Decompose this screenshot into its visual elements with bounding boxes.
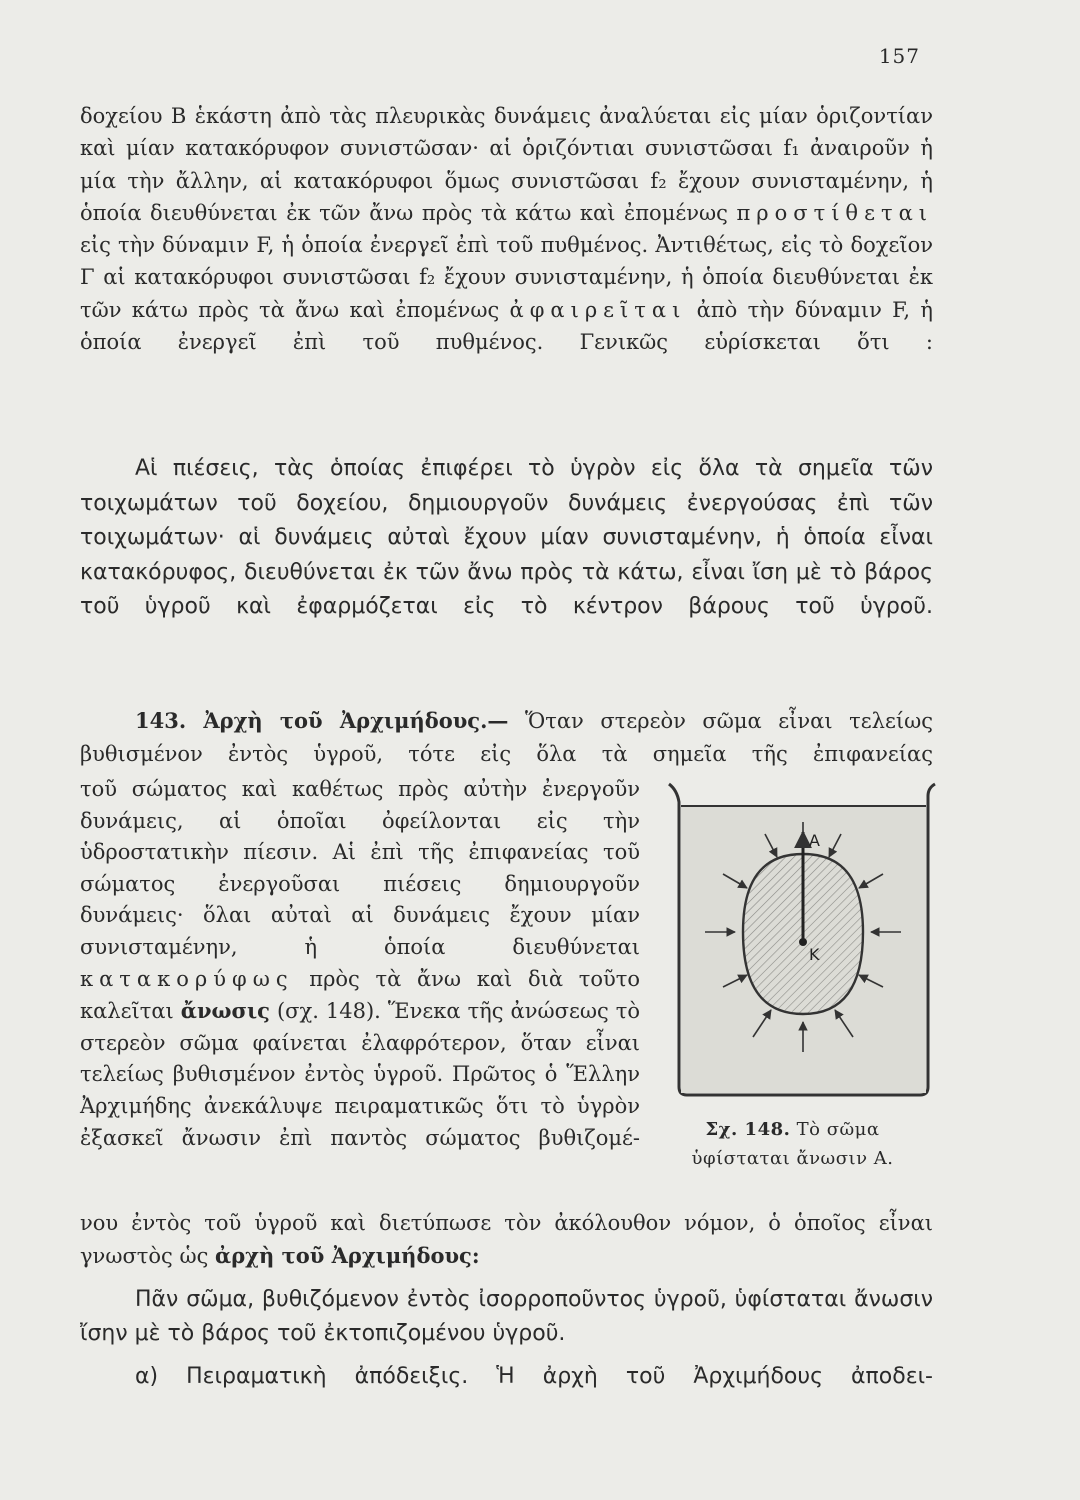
center-point-k xyxy=(799,938,807,946)
label-k: K xyxy=(809,945,820,964)
paragraph-continuation xyxy=(80,100,933,358)
section-143-body-part-2: πρὸς τὰ ἄνω καὶ διὰ τοῦτο καλεῖται xyxy=(80,966,640,1024)
caption-number: Σχ. 148. xyxy=(705,1119,791,1140)
archimedes-principle-term: ἀρχὴ τοῦ Ἀρχιμήδους: xyxy=(215,1242,480,1268)
section-143-body-part-3: (σχ. 148). Ἕνεκα τῆς ἀνώσεως τὸ στερεὸν σῶμα φαίνεται ἐλαφρότερον, ὅταν εἶναι τελείως βυθισμένον ἐντὸς ὑγροῦ. Πρῶτος ὁ Ἕλλην Ἀρχιμήδης ἀνεκάλυψε πειραματικῶς ὅτι τὸ ὑγρὸν ἐξασκεῖ ἄνωσιν ἐπὶ παντὸς σώματος βυθιζομέ- xyxy=(80,999,640,1150)
archimedes-law-statement: Πᾶν σῶμα, βυθιζόμενον ἐντὸς ἰσορροποῦντος ὑγροῦ, ὑφίσταται ἄνωσιν ἴσην μὲ τὸ βάρος τοῦ ἐκτοπιζομένου ὑγροῦ. xyxy=(80,1287,933,1346)
paragraph-1-part-1: δοχείου Β ἑκάστη ἀπὸ τὰς πλευρικὰς δυνάμεις ἀναλύεται εἰς μίαν ὁριζοντίαν καὶ μίαν κατακόρυφον συνιστῶσαν· αἱ ὁριζόντιαι συνιστῶσαι f₁ ἀναιροῦν ἡ μία τὴν ἄλλην, αἱ κατακόρυφοι ὅμως συνιστῶσαι f₂ ἔχουν συνισταμένην, ἡ ὁποία διευθύνεται ἐκ τῶν ἄνω πρὸς τὰ κάτω καὶ ἐπομένως xyxy=(80,104,933,225)
caption-text: Τὸ σῶμα ὑφίσταται ἄνωσιν Α. xyxy=(691,1119,894,1169)
highlighted-rule-paragraph: Αἱ πιέσεις, τὰς ὁποίας ἐπιφέρει τὸ ὑγρὸν εἰς ὅλα τὰ σημεῖα τῶν τοιχωμάτων τοῦ δοχείου, δημιουργοῦν δυνάμεις ἐνεργούσας ἐπὶ τῶν τοιχωμάτων· αἱ δυνάμεις αὐταὶ ἔχουν μίαν συνισταμένην, ἡ ὁποία εἶναι κατακόρυφος, διευθύνεται ἐκ τῶν ἄνω πρὸς τὰ κάτω, εἶναι ἴση μὲ τὸ βάρος τοῦ ὑγροῦ καὶ ἐφαρμόζεται εἰς τὸ κέντρον βάρους τοῦ ὑγροῦ. xyxy=(80,456,933,619)
term-anosis: ἄνωσις xyxy=(180,998,270,1024)
figure-148-caption xyxy=(665,1115,920,1173)
spaced-word-katakoryfos: κατακορύφως xyxy=(80,966,294,991)
section-143-body-part-1: τοῦ σώματος καὶ καθέτως πρὸς αὐτὴν ἐνεργοῦν δυνάμεις, αἱ ὁποῖαι ὀφείλονται εἰς τὴν ὑδροστατικὴν πίεσιν. Αἱ ἐπὶ τῆς ἐπιφανείας τοῦ σώματος ἐνεργοῦσαι πιέσεις δημιουργοῦν δυνάμεις· ὅλαι αὐταὶ αἱ δυνάμεις ἔχουν μίαν συνισταμένην, ἡ ὁποία διευθύνεται xyxy=(80,777,640,959)
section-143-body xyxy=(80,774,640,1154)
paragraph-1-part-3: ἀπὸ τὴν δύναμιν F, ἡ ὁποία ἐνεργεῖ ἐπὶ τοῦ πυθμένος. Γενικῶς εὑρίσκεται ὅτι : xyxy=(80,297,933,355)
experimental-proof-intro: α) Πειραματικὴ ἀπόδειξις. Ἡ ἀρχὴ τοῦ Ἀρχιμήδους ἀποδει- xyxy=(135,1364,933,1389)
spaced-word-prostithetai: προστίθεται xyxy=(736,200,933,225)
section-143-tail xyxy=(80,1208,933,1273)
paragraph-1-part-2: εἰς τὴν δύναμιν F, ἡ ὁποία ἐνεργεῖ ἐπὶ τοῦ πυθμένος. Ἀντιθέτως, εἰς τὸ δοχεῖον Γ αἱ κατακόρυφοι συνιστῶσαι f₂ ἔχουν συνισταμένην, ἡ ὁποία διευθύνεται ἐκ τῶν κάτω πρὸς τὰ ἄνω καὶ ἐπομένως xyxy=(80,233,933,322)
page-number: 157 xyxy=(878,44,920,68)
figure-148 xyxy=(665,782,940,1102)
label-a: A xyxy=(809,831,820,850)
section-143-heading: 143. Ἀρχὴ τοῦ Ἀρχιμήδους.— xyxy=(135,708,509,733)
figure-148-drawing xyxy=(665,782,940,1102)
spaced-word-afaireitai: ἀφαιρεῖται xyxy=(509,297,687,322)
section-143-tail-text: νου ἐντὸς τοῦ ὑγροῦ καὶ διετύπωσε τὸν ἀκόλουθον νόμον, ὁ ὁποῖος εἶναι γνωστὸς ὡς xyxy=(80,1211,933,1268)
section-143-lead-text: Ὅταν στερεὸν σῶμα εἶναι τελείως βυθισμένον ἐντὸς ὑγροῦ, τότε εἰς ὅλα τὰ σημεῖα τῆς ἐπιφανείας xyxy=(80,709,933,767)
section-143-lead xyxy=(80,704,933,772)
